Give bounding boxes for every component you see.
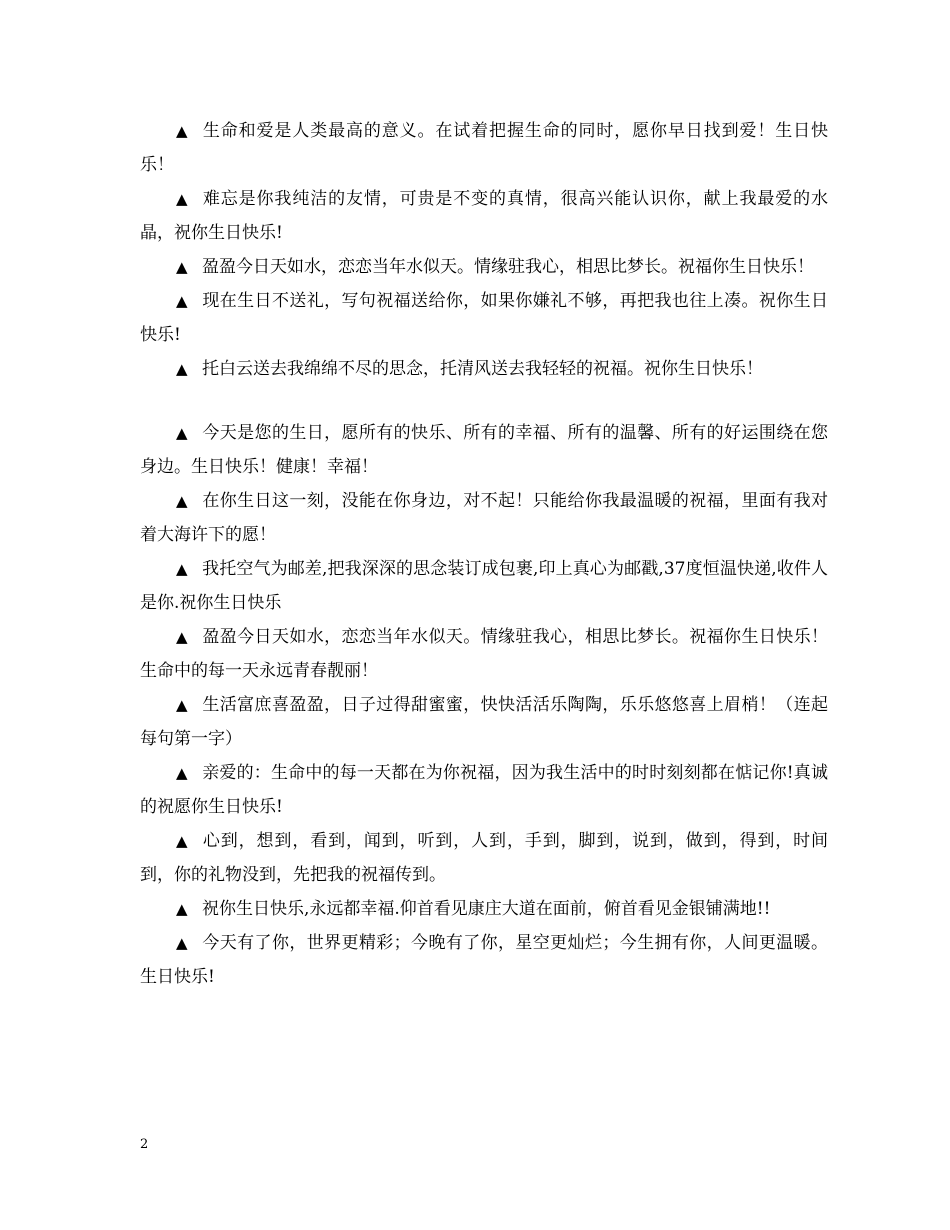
paragraph-text: 现在生日不送礼，写句祝福送给你，如果你嫌礼不够，再把我也往上凑。祝你生日快乐! — [140, 291, 828, 345]
paragraph-6 — [140, 416, 828, 484]
paragraph-text: 托白云送去我绵绵不尽的思念，托清风送去我轻轻的祝福。祝你生日快乐！ — [202, 359, 763, 379]
page-number: 2 — [140, 1137, 149, 1152]
paragraph-text: 今天是您的生日，愿所有的快乐、所有的幸福、所有的温馨、所有的好运围绕在您身边。生日快乐！健康！幸福！ — [140, 423, 828, 477]
triangle-bullet-icon: ▲ — [176, 832, 188, 850]
paragraph-12 — [140, 824, 828, 892]
paragraph-spacer — [140, 386, 828, 416]
paragraph-text: 生活富庶喜盈盈，日子过得甜蜜蜜，快快活活乐陶陶，乐乐悠悠喜上眉梢！（连起每句第一字） — [140, 695, 828, 749]
paragraph-text: 生命和爱是人类最高的意义。在试着把握生命的同时，愿你早日找到爱！生日快乐！ — [140, 121, 828, 175]
paragraph-text: 今天有了你，世界更精彩；今晚有了你，星空更灿烂；今生拥有你，人间更温暖。生日快乐! — [140, 933, 828, 987]
paragraph-text: 亲爱的：生命中的每一天都在为你祝福，因为我生活中的时时刻刻都在惦记你!真诚的祝愿你生日快乐! — [140, 763, 828, 817]
triangle-bullet-icon: ▲ — [176, 292, 188, 310]
triangle-bullet-icon: ▲ — [176, 492, 188, 510]
paragraph-4 — [140, 284, 828, 352]
triangle-bullet-icon: ▲ — [176, 934, 188, 952]
paragraph-3 — [140, 250, 828, 284]
paragraph-text: 心到，想到，看到，闻到，听到，人到，手到，脚到，说到，做到，得到，时间到，你的礼物没到，先把我的祝福传到。 — [140, 831, 828, 885]
paragraph-2 — [140, 182, 828, 250]
triangle-bullet-icon: ▲ — [176, 764, 188, 782]
triangle-bullet-icon: ▲ — [176, 560, 188, 578]
paragraph-5 — [140, 352, 828, 386]
triangle-bullet-icon: ▲ — [176, 190, 188, 208]
triangle-bullet-icon: ▲ — [176, 258, 188, 276]
paragraph-14 — [140, 926, 828, 994]
paragraph-13 — [140, 892, 828, 926]
paragraph-10 — [140, 688, 828, 756]
paragraph-7 — [140, 484, 828, 552]
paragraph-text: 难忘是你我纯洁的友情，可贵是不变的真情，很高兴能认识你，献上我最爱的水晶，祝你生日快乐! — [140, 189, 828, 243]
document-body — [140, 114, 828, 994]
triangle-bullet-icon: ▲ — [176, 628, 188, 646]
paragraph-text: 盈盈今日天如水，恋恋当年水似天。情缘驻我心，相思比梦长。祝福你生日快乐！生命中的每一天永远青春靓丽！ — [140, 627, 828, 681]
paragraph-text: 盈盈今日天如水，恋恋当年水似天。情缘驻我心，相思比梦长。祝福你生日快乐！ — [202, 257, 814, 277]
paragraph-1 — [140, 114, 828, 182]
triangle-bullet-icon: ▲ — [176, 900, 188, 918]
triangle-bullet-icon: ▲ — [176, 696, 188, 714]
triangle-bullet-icon: ▲ — [176, 360, 188, 378]
paragraph-9 — [140, 620, 828, 688]
paragraph-11 — [140, 756, 828, 824]
triangle-bullet-icon: ▲ — [176, 424, 188, 442]
paragraph-text: 我托空气为邮差,把我深深的思念装订成包裹,印上真心为邮戳,37度恒温快递,收件人是你.祝你生日快乐 — [140, 559, 828, 613]
paragraph-text: 在你生日这一刻，没能在你身边，对不起！只能给你我最温暖的祝福，里面有我对着大海许下的愿！ — [140, 491, 828, 545]
triangle-bullet-icon: ▲ — [176, 122, 188, 140]
paragraph-text: 祝你生日快乐,永远都幸福.仰首看见康庄大道在面前，俯首看见金银铺满地!! — [202, 899, 771, 919]
paragraph-8 — [140, 552, 828, 620]
